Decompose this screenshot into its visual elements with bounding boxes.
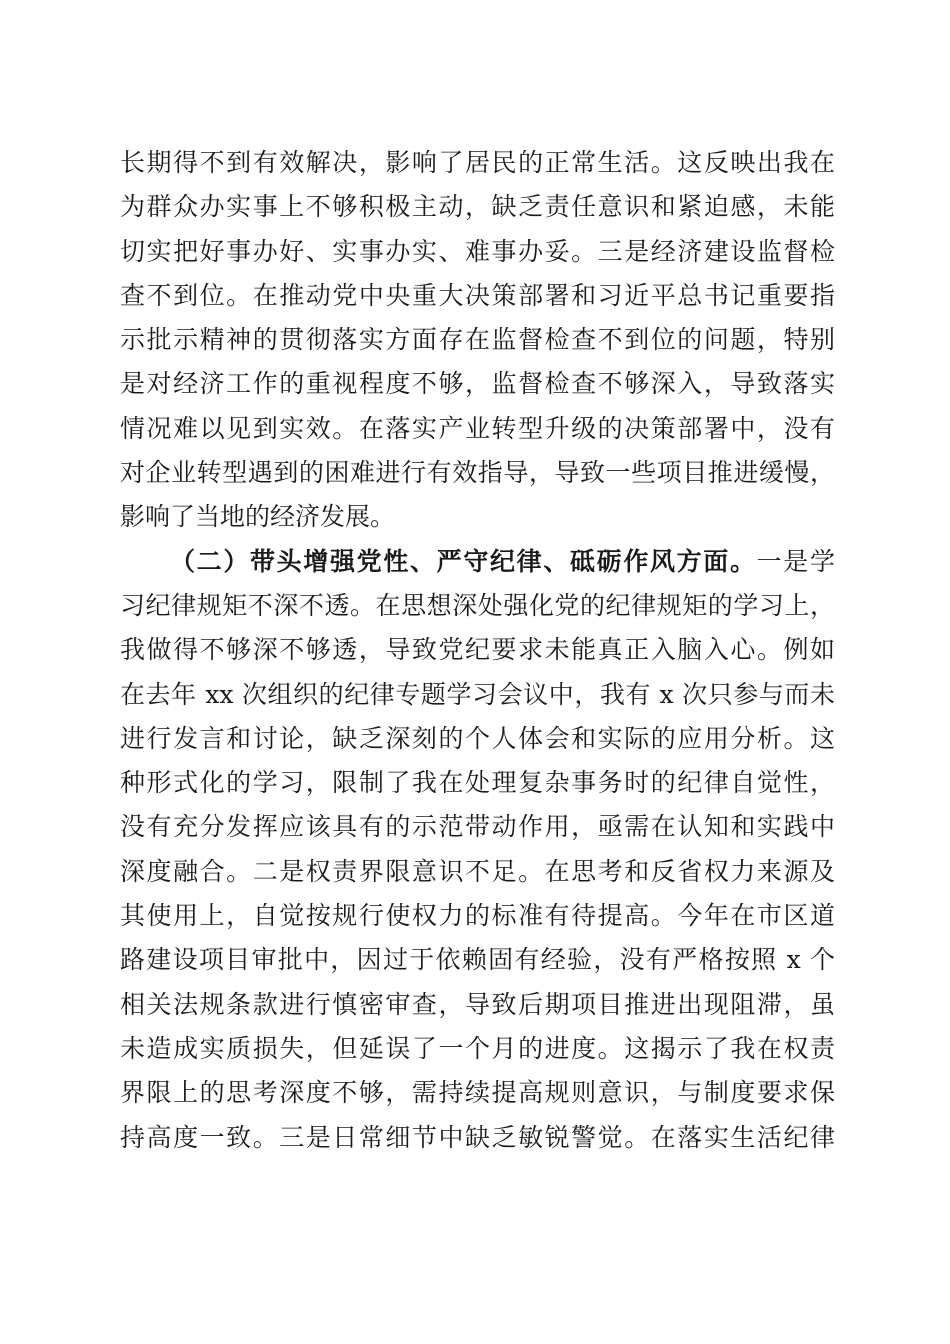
document-body (120, 141, 835, 1160)
text-line: 其使用上，自觉按规行使权力的标准有待提高。今年在市区道 (120, 901, 835, 931)
text-line: 长期得不到有效解决，影响了居民的正常生活。这反映出我在 (120, 148, 835, 177)
text-line: 未造成实质损失，但延误了一个月的进度。这揭示了我在权责 (120, 1033, 835, 1063)
text-line: 进行发言和讨论，缺乏深刻的个人体会和实际的应用分析。这 (120, 723, 835, 753)
text-line: 我做得不够深不够透，导致党纪要求未能真正入脑入心。例如 (120, 635, 835, 665)
paragraph-2 (120, 540, 835, 1160)
text-line: 对企业转型遇到的困难进行有效指导，导致一些项目推进缓慢， (120, 458, 835, 488)
text-line: 影响了当地的经济发展。 (120, 502, 396, 532)
text-line: 种形式化的学习，限制了我在处理复杂事务时的纪律自觉性， (120, 768, 835, 798)
text-line-start: 一是学 (756, 546, 835, 576)
section-heading: （二）带头增强党性、严守纪律、砥砺作风方面。 (170, 546, 757, 576)
section-heading-line (120, 540, 835, 584)
text-line: 深度融合。二是权责界限意识不足。在思考和反省权力来源及 (120, 856, 835, 886)
text-line: 情况难以见到实效。在落实产业转型升级的决策部署中，没有 (120, 413, 835, 443)
text-line: 持高度一致。三是日常细节中缺乏敏锐警觉。在落实生活纪律 (120, 1122, 835, 1152)
text-line: 在去年 xx 次组织的纪律专题学习会议中，我有 x 次只参与而未 (120, 679, 835, 709)
text-line: 路建设项目审批中，因过于依赖固有经验，没有严格按照 x 个 (120, 945, 835, 975)
text-line: 示批示精神的贯彻落实方面存在监督检查不到位的问题，特别 (120, 325, 835, 355)
text-line: 是对经济工作的重视程度不够，监督检查不够深入，导致落实 (120, 369, 835, 399)
text-line: 相关法规条款进行慎密审查，导致后期项目推进出现阻滞，虽 (120, 989, 835, 1019)
text-line: 为群众办实事上不够积极主动，缺乏责任意识和紧迫感，未能 (120, 192, 835, 222)
text-line: 没有充分发挥应该具有的示范带动作用，亟需在认知和实践中 (120, 812, 835, 842)
text-line: 切实把好事办好、实事办实、难事办妥。三是经济建设监督检 (120, 236, 835, 266)
text-line: 习纪律规矩不深不透。在思想深处强化党的纪律规矩的学习上， (120, 590, 835, 620)
text-line: 界限上的思考深度不够，需持续提高规则意识，与制度要求保 (120, 1078, 835, 1108)
text-line: 查不到位。在推动党中央重大决策部署和习近平总书记重要指 (120, 280, 835, 310)
paragraph-1 (120, 141, 835, 540)
